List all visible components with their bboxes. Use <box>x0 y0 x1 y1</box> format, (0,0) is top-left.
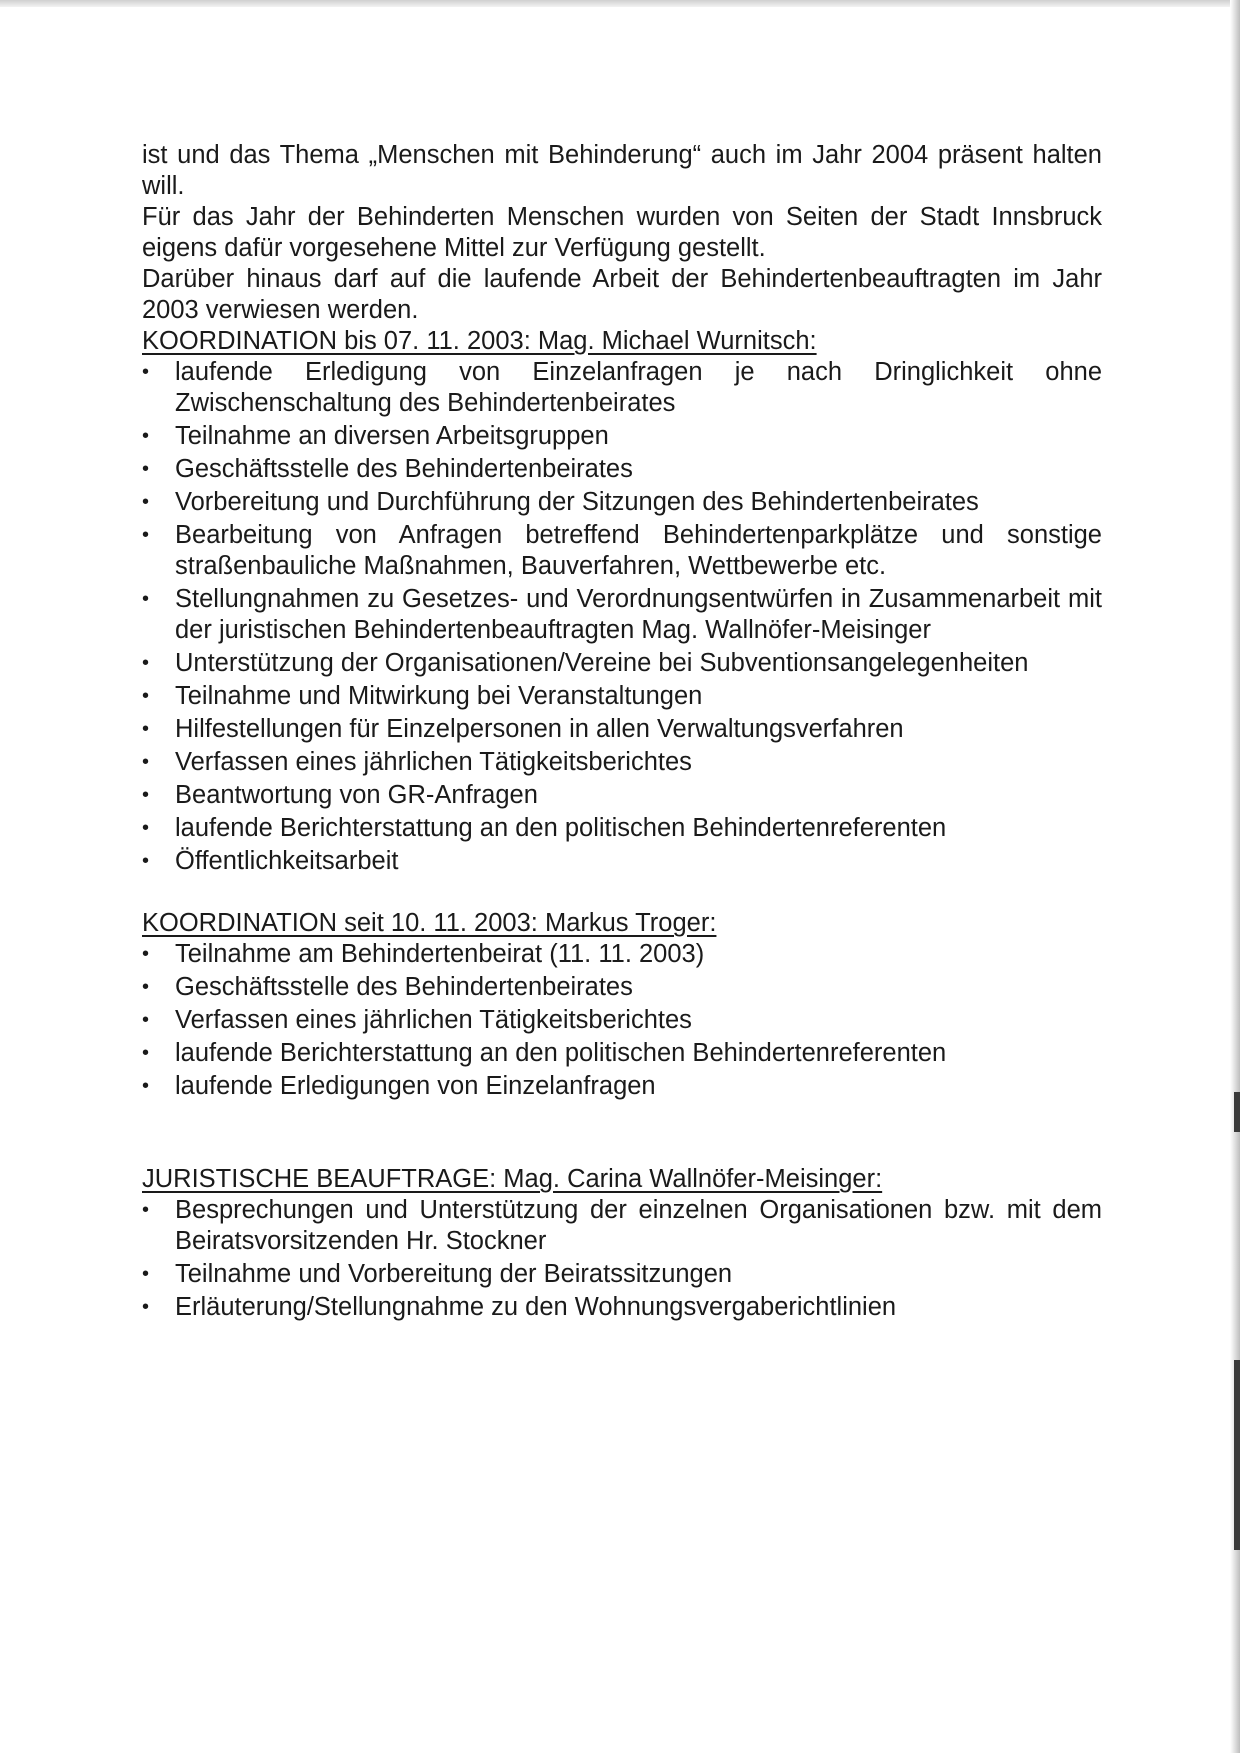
bullet-icon: • <box>142 361 150 383</box>
bullet-icon: • <box>142 425 150 447</box>
list-item-text: Teilnahme an diversen Arbeitsgruppen <box>175 422 609 450</box>
bullet-icon: • <box>142 1009 150 1031</box>
list-item-text: Erläuterung/Stellungnahme zu den Wohnungsvergaberichtlinien <box>175 1293 897 1321</box>
list-item <box>142 1259 1102 1290</box>
list-item-text: laufende Erledigungen von Einzelanfragen <box>175 1072 656 1100</box>
list-item-text: Verfassen eines jährlichen Tätigkeitsberichtes <box>175 1006 692 1034</box>
list-item <box>142 1292 1102 1323</box>
list-item <box>142 972 1102 1003</box>
bullet-icon: • <box>142 751 150 773</box>
bullet-icon: • <box>142 652 150 674</box>
scan-edge-mark <box>1234 1360 1240 1550</box>
intro-paragraph: ist und das Thema „Menschen mit Behinderung“ auch im Jahr 2004 präsent halten will. <box>142 141 1102 200</box>
bullet-list <box>142 939 1102 1102</box>
list-item-text: laufende Berichterstattung an den politischen Behindertenreferenten <box>175 814 947 842</box>
list-item <box>142 454 1102 485</box>
bullet-icon: • <box>142 458 150 480</box>
section-heading: JURISTISCHE BEAUFTRAGE: Mag. Carina Wallnöfer-Meisinger: <box>142 1165 883 1193</box>
list-item <box>142 357 1102 419</box>
bullet-icon: • <box>142 976 150 998</box>
list-item <box>142 487 1102 518</box>
list-item-text: Teilnahme und Vorbereitung der Beiratssitzungen <box>175 1260 733 1288</box>
list-item-text: Hilfestellungen für Einzelpersonen in allen Verwaltungsverfahren <box>175 715 904 743</box>
scan-edge-top <box>0 0 1240 7</box>
bullet-icon: • <box>142 491 150 513</box>
list-item-text: Verfassen eines jährlichen Tätigkeitsberichtes <box>175 748 692 776</box>
bullet-icon: • <box>142 1296 150 1318</box>
bullet-list <box>142 1195 1102 1323</box>
list-item <box>142 780 1102 811</box>
list-item-text: Vorbereitung und Durchführung der Sitzungen des Behindertenbeirates <box>175 488 979 516</box>
list-item-text: Stellungnahmen zu Gesetzes- und Verordnungsentwürfen in Zusammenarbeit mit der juristischen Behindertenbeauftragten Mag. Wallnöfer-Meisinger <box>175 585 1102 644</box>
list-item-text: Öffentlichkeitsarbeit <box>175 847 399 875</box>
list-item-text: Geschäftsstelle des Behindertenbeirates <box>175 455 633 483</box>
list-item <box>142 846 1102 877</box>
list-item <box>142 520 1102 582</box>
list-item <box>142 584 1102 646</box>
list-item-text: Beantwortung von GR-Anfragen <box>175 781 538 809</box>
bullet-list <box>142 357 1102 877</box>
list-item <box>142 421 1102 452</box>
list-item-text: Teilnahme und Mitwirkung bei Veranstaltungen <box>175 682 703 710</box>
scan-edge-mark <box>1234 1092 1240 1132</box>
intro-paragraph: Für das Jahr der Behinderten Menschen wurden von Seiten der Stadt Innsbruck eigens dafür vorgesehene Mittel zur Verfügung gestellt. <box>142 203 1102 262</box>
bullet-icon: • <box>142 718 150 740</box>
bullet-icon: • <box>142 1263 150 1285</box>
list-item <box>142 1195 1102 1257</box>
bullet-icon: • <box>142 685 150 707</box>
list-item <box>142 939 1102 970</box>
list-item-text: Besprechungen und Unterstützung der einzelnen Organisationen bzw. mit dem Beiratsvorsitzenden Hr. Stockner <box>175 1196 1102 1255</box>
list-item-text: Unterstützung der Organisationen/Vereine bei Subventionsangelegenheiten <box>175 649 1029 677</box>
list-item-text: Geschäftsstelle des Behindertenbeirates <box>175 973 633 1001</box>
section-heading: KOORDINATION seit 10. 11. 2003: Markus Troger: <box>142 909 717 937</box>
section-heading: KOORDINATION bis 07. 11. 2003: Mag. Michael Wurnitsch: <box>142 327 817 355</box>
bullet-icon: • <box>142 588 150 610</box>
list-item-text: laufende Erledigung von Einzelanfragen je nach Dringlichkeit ohne Zwischenschaltung des Behindertenbeirates <box>175 358 1102 417</box>
list-item <box>142 681 1102 712</box>
bullet-icon: • <box>142 1075 150 1097</box>
bullet-icon: • <box>142 817 150 839</box>
list-item <box>142 1005 1102 1036</box>
list-item-text: Bearbeitung von Anfragen betreffend Behindertenparkplätze und sonstige straßenbauliche Maßnahmen, Bauverfahren, Wettbewerbe etc. <box>175 521 1102 580</box>
bullet-icon: • <box>142 784 150 806</box>
list-item <box>142 747 1102 778</box>
bullet-icon: • <box>142 524 150 546</box>
bullet-icon: • <box>142 943 150 965</box>
bullet-icon: • <box>142 850 150 872</box>
document-body <box>142 140 1102 1325</box>
intro-paragraph: Darüber hinaus darf auf die laufende Arbeit der Behindertenbeauftragten im Jahr 2003 verwiesen werden. <box>142 265 1102 324</box>
list-item <box>142 648 1102 679</box>
list-item <box>142 714 1102 745</box>
bullet-icon: • <box>142 1042 150 1064</box>
list-item <box>142 813 1102 844</box>
list-item <box>142 1038 1102 1069</box>
list-item-text: Teilnahme am Behindertenbeirat (11. 11. 2003) <box>175 940 705 968</box>
list-item <box>142 1071 1102 1102</box>
list-item-text: laufende Berichterstattung an den politischen Behindertenreferenten <box>175 1039 947 1067</box>
bullet-icon: • <box>142 1199 150 1221</box>
